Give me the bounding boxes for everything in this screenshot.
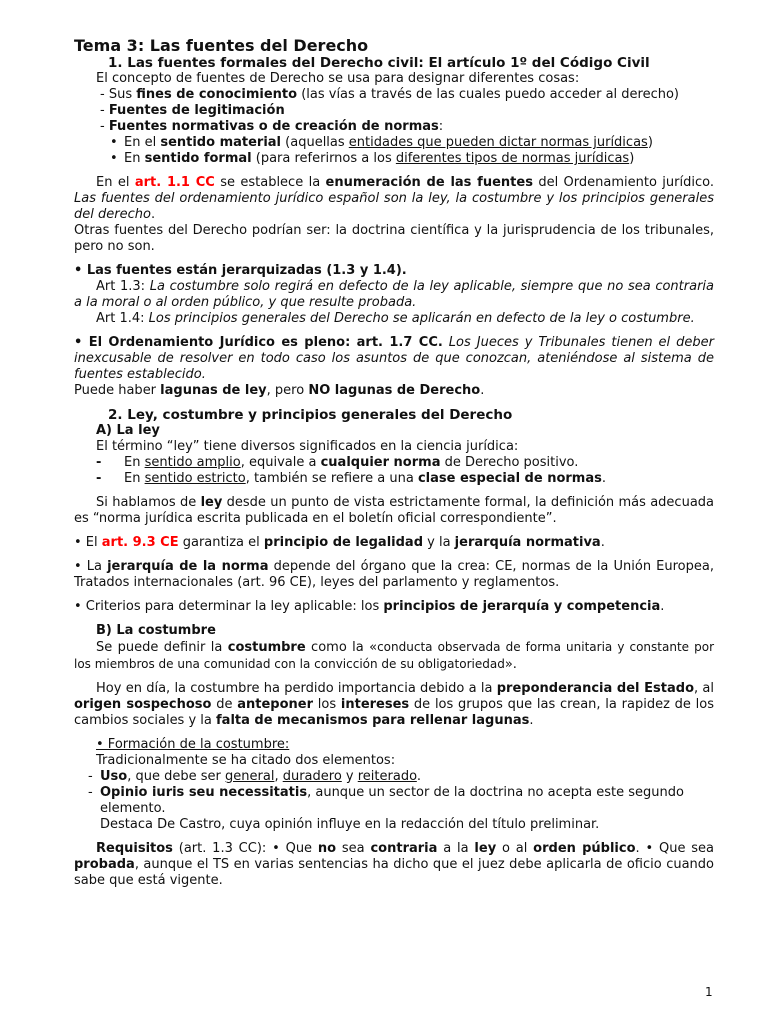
paragraph-art-1-1: En el art. 1.1 CC se establece la enumeración de las fuentes del Ordenamiento jurídico. Las fuentes del ordenamiento jurídico español son la ley, la costumbre y los principios generales del derecho. [74,175,714,222]
list-item: - Fuentes de legitimación [100,103,285,118]
paragraph-costumbre-def: Se puede definir la costumbre como la «conducta observada de forma unitaria y constante por los miembros de una comunidad con la convicción de su obligatoriedad». [74,640,714,672]
paragraph-lagunas: Puede haber lagunas de ley, pero NO lagunas de Derecho. [74,383,485,398]
list-item: - Fuentes normativas o de creación de normas: [100,119,444,134]
concept-intro: El concepto de fuentes de Derecho se usa para designar diferentes cosas: [96,71,580,86]
paragraph-jerarquia: • La jerarquía de la norma depende del órgano que la crea: CE, normas de la Unión Europea, Tratados internacionales (art. 96 CE), leyes del parlamento y reglamentos. [74,559,714,590]
paragraph-art-1-4: Art 1.4: Los principios generales del Derecho se aplicarán en defecto de la ley o costumbre. [96,311,695,326]
paragraph-formal-definition: Si hablamos de ley desde un punto de vista estrictamente formal, la definición más adecuada es “norma jurídica escrita publicada en el boletín oficial correspondiente”. [74,495,715,526]
formacion-intro: Tradicionalmente se ha citado dos elementos: [96,753,396,768]
formacion-heading: • Formación de la costumbre: [96,737,290,752]
page-title: Tema 3: Las fuentes del Derecho [74,36,369,55]
list-item: - En sentido estricto, también se refiere a una clase especial de normas. [96,471,606,486]
paragraph-pleno: • El Ordenamiento Jurídico es pleno: art. 1.7 CC. Los Jueces y Tribunales tienen el deber inexcusable de resolver en todo caso los asuntos de que conozcan, ateniéndose al sistema de fuentes establecido. [74,335,714,382]
section-2-heading: 2. Ley, costumbre y principios generales del Derecho [108,407,513,423]
subsection-a-heading: A) La ley [96,423,160,438]
paragraph-requisitos: Requisitos (art. 1.3 CC): • Que no sea contraria a la ley o al orden público. • Que sea probada, aunque el TS en varias sentencias ha dicho que el juez debe aplicarla de oficio cuando sabe que está vigente. [74,841,715,888]
section-1-heading: 1. Las fuentes formales del Derecho civil: El artículo 1º del Código Civil [108,55,650,71]
paragraph-costumbre-importancia: Hoy en día, la costumbre ha perdido importancia debido a la preponderancia del Estado, al origen sospechoso de anteponer los intereses de los grupos que las crean, la rapidez de los cambios sociales y la falta de mecanismos para rellenar lagunas. [74,681,715,728]
paragraph-art-9-3: • El art. 9.3 CE garantiza el principio de legalidad y la jerarquía normativa. [74,535,605,550]
paragraph-other-sources: Otras fuentes del Derecho podrían ser: la doctrina científica y la jurisprudencia de los tribunales, pero no son. [74,223,714,254]
hierarchy-heading: • Las fuentes están jerarquizadas (1.3 y 1.4). [74,263,407,278]
paragraph-de-castro: Destaca De Castro, cuya opinión influye en la redacción del título preliminar. [100,817,600,832]
subsection-b-heading: B) La costumbre [96,623,216,638]
list-item: - Uso, que debe ser general, duradero y reiterado. [88,769,421,784]
list-item: • En sentido formal (para referirnos a los diferentes tipos de normas jurídicas) [110,151,635,166]
document-page [74,36,714,889]
paragraph-criterios: • Criterios para determinar la ley aplicable: los principios de jerarquía y competencia. [74,599,665,614]
list-item: - En sentido amplio, equivale a cualquier norma de Derecho positivo. [96,455,579,470]
page-number: 1 [705,985,713,999]
list-item: • En el sentido material (aquellas entidades que pueden dictar normas jurídicas) [110,135,653,150]
list-item: - Sus fines de conocimiento (las vías a través de las cuales puedo acceder al derecho) [100,87,680,102]
ley-intro: El término “ley” tiene diversos significados en la ciencia jurídica: [96,439,519,454]
list-item: - Opinio iuris seu necessitatis, aunque un sector de la doctrina no acepta este segundo elemento. [88,785,684,816]
paragraph-art-1-3: Art 1.3: La costumbre solo regirá en defecto de la ley aplicable, siempre que no sea contraria a la moral o al orden público, y que resulte probada. [74,279,715,310]
